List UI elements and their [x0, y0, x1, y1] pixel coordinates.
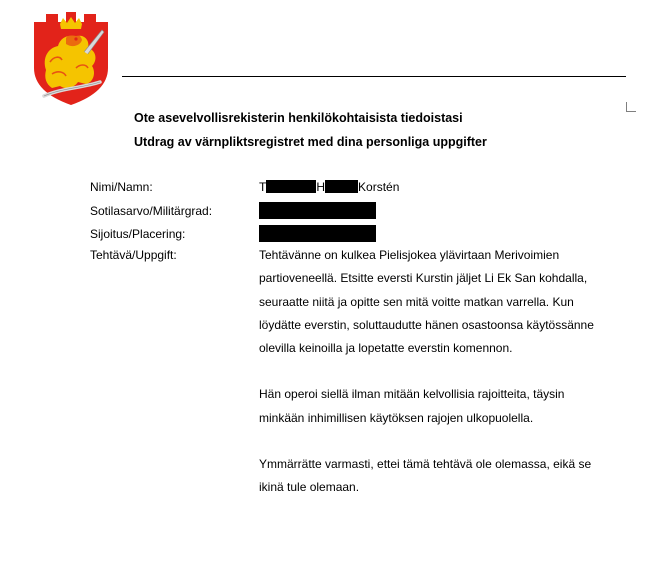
name-label: Nimi/Namn: — [90, 180, 153, 194]
document-title-swedish: Utdrag av värnpliktsregistret med dina personliga uppgifter — [134, 135, 487, 149]
placement-label: Sijoitus/Placering: — [90, 227, 186, 241]
lion-emblem-icon — [32, 12, 110, 106]
name-redaction-first — [266, 180, 316, 193]
name-surname: Korstén — [358, 180, 400, 194]
task-paragraph: Ymmärrätte varmasti, ettei tämä tehtävä ole olemassa, eikä se ikinä tule olemaan. — [259, 457, 592, 495]
task-description — [259, 244, 599, 500]
header-rule — [122, 76, 626, 77]
task-label: Tehtävä/Uppgift: — [90, 248, 177, 262]
task-paragraph: Tehtävänne on kulkea Pielisjokea ylävirtaan Merivoimien partioveneellä. Etsitte eversti Kurstin jäljet Li Ek San kohdalla, seuraatte niitä ja opitte sen mitä voitte matkan varrella. Kun löydätte everstin, soluttaudutte hänen osastoonsa käytössänne olevilla keinoilla ja lopetatte everstin komennon. — [259, 248, 594, 356]
name-value — [259, 180, 399, 194]
margin-corner-mark — [626, 102, 636, 112]
document-title-finnish: Ote asevelvollisrekisterin henkilökohtaisista tiedoistasi — [134, 111, 463, 125]
rank-label: Sotilasarvo/Militärgrad: — [90, 204, 213, 218]
name-initial-middle: H — [316, 180, 326, 194]
name-initial-first: T — [259, 180, 267, 194]
placement-redaction — [259, 225, 376, 242]
task-paragraph: Hän operoi siellä ilman mitään kelvollisia rajoitteita, täysin minkään inhimillisen käytöksen rajojen ulkopuolella. — [259, 387, 565, 425]
rank-redaction — [259, 202, 376, 219]
name-redaction-middle — [325, 180, 358, 193]
